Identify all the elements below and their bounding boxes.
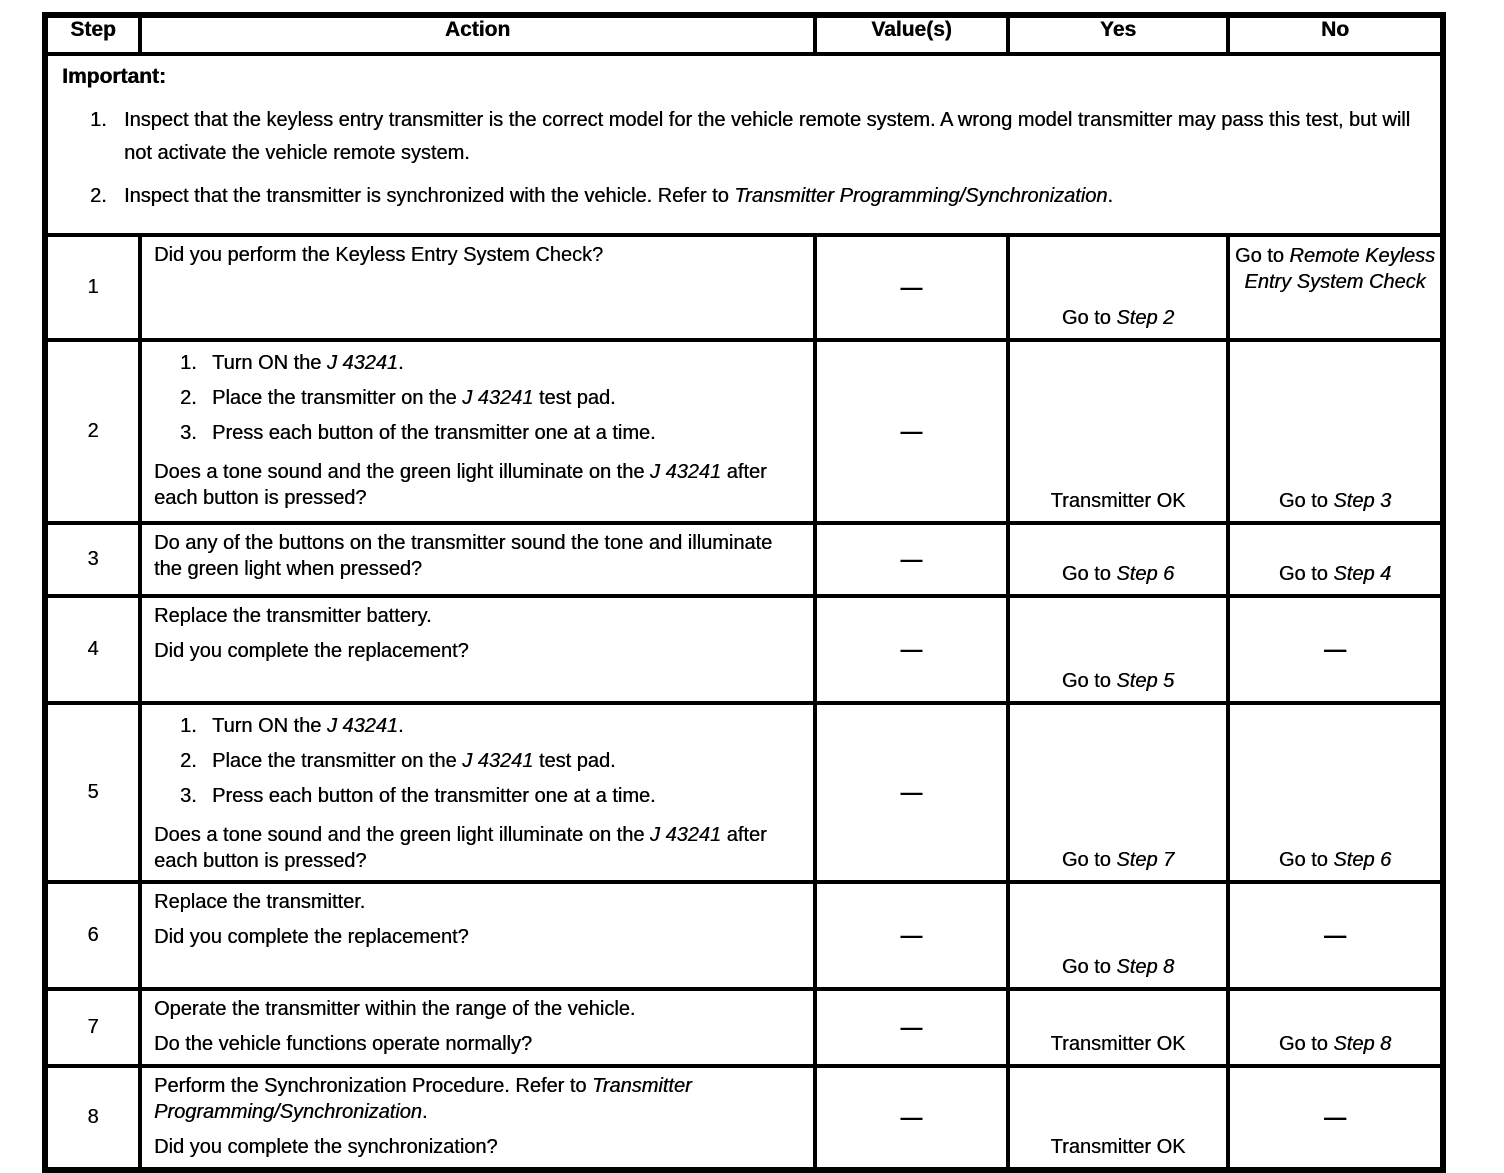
header-step: Step: [45, 15, 140, 54]
important-item-number: 1.: [90, 109, 107, 131]
no-cell: Go to Step 6: [1228, 703, 1443, 882]
action-list-item: 1. Turn ON the J 43241.: [180, 715, 404, 737]
table-row: [45, 523, 1443, 596]
action-paragraph: Perform the Synchronization Procedure. Refer to Transmitter Programming/Synchronization.: [154, 1075, 692, 1123]
yes-cell: Transmitter OK: [1008, 989, 1228, 1066]
no-cell: Go to Step 3: [1228, 340, 1443, 523]
step-number-cell: 2: [45, 340, 140, 523]
important-item: [90, 180, 1426, 213]
important-cell: [45, 54, 1443, 235]
action-question: Does a tone sound and the green light illuminate on the J 43241 after each button is pressed?: [154, 824, 767, 872]
step-number-cell: 7: [45, 989, 140, 1066]
no-cell: —: [1228, 596, 1443, 703]
action-cell: [140, 703, 815, 882]
action-list-item: 2. Place the transmitter on the J 43241 test pad.: [180, 387, 616, 409]
action-paragraph: Did you complete the synchronization?: [154, 1136, 498, 1158]
table-row: [45, 596, 1443, 703]
value-cell: —: [815, 989, 1008, 1066]
action-cell: [140, 523, 815, 596]
yes-cell: Transmitter OK: [1008, 1066, 1228, 1170]
action-list-item: 3. Press each button of the transmitter one at a time.: [180, 785, 656, 807]
value-cell: —: [815, 703, 1008, 882]
no-cell: Go to Step 4: [1228, 523, 1443, 596]
step-number-cell: 6: [45, 882, 140, 989]
step-number-cell: 5: [45, 703, 140, 882]
action-paragraph: Did you complete the replacement?: [154, 926, 469, 948]
action-paragraph: Replace the transmitter battery.: [154, 605, 432, 627]
action-paragraph: Operate the transmitter within the range of the vehicle.: [154, 998, 636, 1020]
header-row: [45, 15, 1443, 54]
important-label: Important:: [62, 65, 166, 88]
table-row: [45, 882, 1443, 989]
step-number-cell: 4: [45, 596, 140, 703]
value-cell: —: [815, 235, 1008, 340]
list-number: 3.: [180, 422, 197, 444]
yes-cell: Go to Step 8: [1008, 882, 1228, 989]
table-row: [45, 1066, 1443, 1170]
no-cell: Go to Remote Keyless Entry System Check: [1228, 235, 1443, 340]
list-number: 2.: [180, 750, 197, 772]
list-number: 3.: [180, 785, 197, 807]
action-cell: [140, 882, 815, 989]
header-yes: Yes: [1008, 15, 1228, 54]
list-number: 1.: [180, 715, 197, 737]
table-row: [45, 235, 1443, 340]
no-cell: —: [1228, 1066, 1443, 1170]
value-cell: —: [815, 523, 1008, 596]
list-number: 2.: [180, 387, 197, 409]
table-row: [45, 340, 1443, 523]
step-number-cell: 3: [45, 523, 140, 596]
table-row: [45, 703, 1443, 882]
action-cell: [140, 340, 815, 523]
action-cell: [140, 235, 815, 340]
action-paragraph: Replace the transmitter.: [154, 891, 366, 913]
yes-cell: Go to Step 2: [1008, 235, 1228, 340]
important-item: [90, 104, 1426, 170]
important-item-number: 2.: [90, 185, 107, 207]
header-action: Action: [140, 15, 815, 54]
action-cell: [140, 989, 815, 1066]
value-cell: —: [815, 340, 1008, 523]
action-list-item: 1. Turn ON the J 43241.: [180, 352, 404, 374]
no-cell: Go to Step 8: [1228, 989, 1443, 1066]
step-number-cell: 1: [45, 235, 140, 340]
action-list-item: 2. Place the transmitter on the J 43241 test pad.: [180, 750, 616, 772]
step-number-cell: 8: [45, 1066, 140, 1170]
important-item-text: Inspect that the keyless entry transmitter is the correct model for the vehicle remote system. A wrong model transmitter may pass this test, but will not activate the vehicle remote system.: [124, 109, 1411, 164]
header-values: Value(s): [815, 15, 1008, 54]
table-row: [45, 989, 1443, 1066]
action-cell: [140, 1066, 815, 1170]
value-cell: —: [815, 882, 1008, 989]
action-question: Does a tone sound and the green light illuminate on the J 43241 after each button is pressed?: [154, 461, 767, 509]
value-cell: —: [815, 1066, 1008, 1170]
action-paragraph: Do any of the buttons on the transmitter sound the tone and illuminate the green light when pressed?: [154, 532, 773, 580]
header-no: No: [1228, 15, 1443, 54]
action-paragraph: Did you perform the Keyless Entry System Check?: [154, 244, 604, 266]
action-list-item: 3. Press each button of the transmitter one at a time.: [180, 422, 656, 444]
important-item-text: Inspect that the transmitter is synchronized with the vehicle. Refer to Transmitter Programming/Synchronization.: [124, 185, 1113, 207]
yes-cell: Go to Step 5: [1008, 596, 1228, 703]
diagnostic-table: [42, 12, 1446, 1173]
yes-cell: Go to Step 7: [1008, 703, 1228, 882]
action-paragraph: Do the vehicle functions operate normally?: [154, 1033, 532, 1055]
list-number: 1.: [180, 352, 197, 374]
action-paragraph: Did you complete the replacement?: [154, 640, 469, 662]
value-cell: —: [815, 596, 1008, 703]
yes-cell: Transmitter OK: [1008, 340, 1228, 523]
yes-cell: Go to Step 6: [1008, 523, 1228, 596]
action-cell: [140, 596, 815, 703]
important-row: [45, 54, 1443, 235]
no-cell: —: [1228, 882, 1443, 989]
